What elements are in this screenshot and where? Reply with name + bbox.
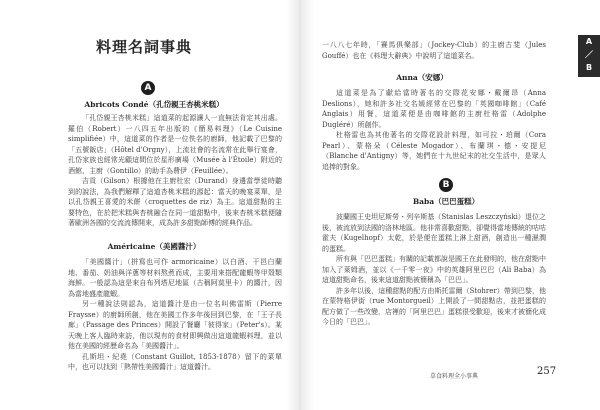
entry-heading-abricots-conde: Abricots Condé（孔岱親王杏桃米糕） — [84, 100, 224, 109]
running-footer-book-title: 草食料理全小事典 — [430, 373, 479, 380]
paragraph: 另一種說法則認為，這道醬汁是由一位名叫佛雷斯（Pierre Fraysse）的廚師所創，他在美國工作多年後回到巴黎，在「王子長廊」（Passage des Princes）開設了餐廳「彼得家」（Peter's）。某天晚上客人臨時來訪，他以現有的食材即興做出這道龍蝦料理，並以他在美國的經歷命名為「美國醬汁」。 — [68, 300, 282, 350]
paragraph: 波蘭國王史坦尼斯勞・列辛斯基（Stanislas Leszczyński）退位之後，被流放到法國的洛林地區。他非常喜歡甜點，卻覺得當地傳統的咕咕霍夫（Kugelhopf）太乾，於是便在蛋糕上淋上甜酒，創造出一種濕潤的蛋糕。 — [322, 213, 546, 253]
entry-body-americaine — [68, 257, 282, 392]
entry-heading-americaine: Américaine（美國醬汁） — [107, 242, 201, 251]
entry-body-baba — [322, 212, 546, 360]
entry-body-anna — [322, 88, 546, 172]
entry-heading-baba: Baba（巴巴蛋糕） — [412, 197, 480, 206]
paragraph: 這道菜是為了獻給當時著名的交際花安娜・戴爾昂（Anna Deslions），她和許多社交名媛經常在巴黎的「英國咖啡館」（Café Anglais）用餐，這道菜便是由咖啡館的主廚杜格雷（Adolphe Dugléré）所創作。 — [322, 89, 546, 129]
paragraph: 孔斯坦・紀堯（Constant Guillot, 1853-1878）留下的菜單中，也可以找到「熱帶性美國醬汁」這道醬汁。 — [68, 352, 282, 371]
entry-body-abricots-conde — [68, 113, 282, 237]
paragraph: 吉貢（Gilson）根據他在主廚杜宏（Durand）身邊當學徒時聽到的說法，為我們解釋了這道杏桃米糕的源起：當天的晚宴菜單，是以孔岱親王喜愛的米餅（croquettes de riz）為主。這道甜點的主要特色，在於把米糕與杏桃融合在同一道甜點中，後來杏桃米糕便隨著歐洲各國的交流流傳開來，成為許多甜點師傅的經典作品。 — [68, 177, 282, 227]
paragraph: 「孔岱親王杏桃米糕」這道菜的起源讓人一直無法肯定其出處。羅伯（Robert）一八四五年出版的《簡易料理》（Le Cuisine simplifiée）中，這道菜的作者是一位佚名的廚師，他記載了巴黎的「五號飯店」（Hôtel d'Orgny），上流社會的名流常在此舉行宴會，孔岱家族也經常光顧這間位於星形廣場（Musée à l'Étoile）附近的酒館，主廚（Gontillo）的助手為費伊（Feuillée）。 — [68, 114, 282, 175]
thumb-index-tab — [578, 35, 600, 77]
section-letter-b-badge: B — [439, 178, 453, 192]
paragraph: 杜格雷也為其他著名的交際花設計料理，如可拉・珀爾（Cora Pearl）、蒙格朵（Céleste Mogador）、布蘭琪・德・安提尼（Blanche d'Antigny）等，她們在十九世紀末的社交生活中，是眾人追捧的對象。 — [322, 131, 546, 171]
thumb-index-bottom-letter: B — [585, 63, 593, 72]
page-title: 料理名詞事典 — [96, 38, 193, 56]
thumb-index-separator: ／ — [585, 50, 593, 59]
paragraph: 許多年以後，這種甜點的配方由斯托雷爾（Stohrer）帶到巴黎，他在蒙特格伊街（rue Montorgueil）上開設了一間甜點店，並把蛋糕的配方做了一些改變，店裡的「阿里巴巴」蛋糕很受歡迎，後來才被簡化成今日的「巴巴」。 — [322, 286, 546, 326]
book-spine-shadow — [286, 0, 314, 410]
page-number: 257 — [537, 366, 557, 377]
paragraph: 一八八七年時，「賽馬俱樂部」（Jockey-Club）的主廚古斐（Jules Gouffé）也在《料理大辭典》中說明了這道菜名。 — [322, 41, 546, 60]
section-letter-a-badge: A — [141, 81, 155, 95]
entry-heading-anna: Anna（安娜） — [396, 73, 448, 82]
paragraph: 「美國醬汁」（拼寫也可作 armoricaine）以白酒、干邑白蘭地、番茄、奶油與洋蔥等材料熬煮而成，主要用來搭配龍蝦等甲殼類海鮮。一般認為這是來自布列塔尼地區（古稱阿莫里卡）的醬汁，因為當地盛產龍蝦。 — [68, 258, 282, 298]
thumb-index-top-letter: A — [585, 37, 593, 46]
paragraph: 所有與「巴巴蛋糕」有關的記載都說是國王在此發明的，他在甜點中加入了萊姆酒，並以《一千零一夜》中的英雄阿里巴巴（Ali Baba）為這道甜點命名，後來這道甜點被簡稱為「巴巴」。 — [322, 255, 546, 284]
continued-entry-text — [322, 40, 546, 70]
